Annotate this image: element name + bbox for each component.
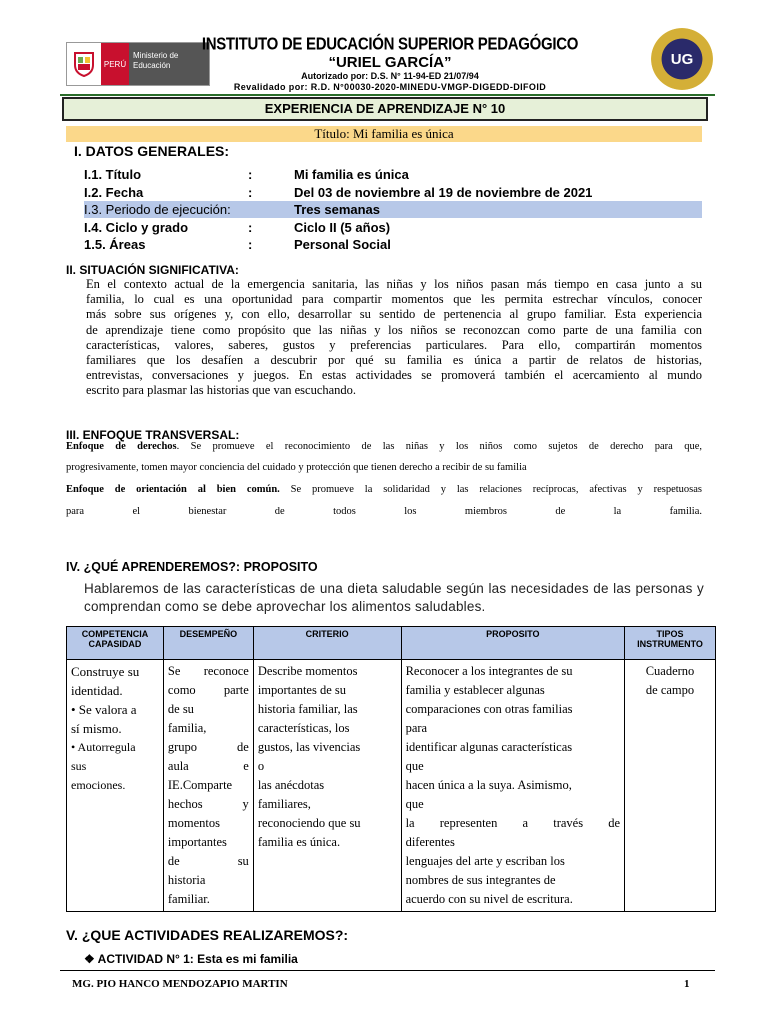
page-number: 1 [684,978,690,990]
revalidation-text: Revalidado por: R.D. N°00030-2020-MINEDU-VMGP-DIGEDD-DIFOID [233,82,547,92]
enfoque-bien-comun: Enfoque de orientación al bien común. Se promueve la solidaridad y las relaciones recíprocas, afectivas y respetuosas [66,484,702,495]
enfoque-derechos: Enfoque de derechos. Se promueve el reconocimiento de las niñas y los niños como sujetos de derecho para que, [66,441,702,452]
cell-desempeno: Se reconoce como parte de su familia, grupo de aula e IE.Comparte hechos y momentos importantes de su historia familiar. [163,660,253,912]
header-competencia: COMPETENCIA CAPASIDAD [67,627,164,660]
ug-seal-icon [651,28,713,90]
table-row [67,660,716,912]
ministry-label: Ministerio de Educación [129,43,209,85]
datos-row-fecha: I.2. Fecha : Del 03 de noviembre al 19 de noviembre de 2021 [84,185,593,200]
header-criterio: CRITERIO [253,627,401,660]
cell-competencia: Construye su identidad. • Se valora a sí mismo. • Autorregula sus emociones. [67,660,164,912]
cell-proposito: Reconocer a los integrantes de su familia y establecer algunas comparaciones con otras familias para identificar algunas características que hacen única a la suya. Asimismo, que la representen a través de diferentes lenguajes del arte y escriban los nombres de sus integrantes de acuerdo con su nivel de escritura. [401,660,624,912]
header-proposito: PROPOSITO [401,627,624,660]
seal-text: UG [670,50,694,68]
title-band: Título: Mi familia es única [66,126,702,142]
section1-heading: I. DATOS GENERALES: [74,143,230,159]
header-desempeno: DESEMPEÑO [163,627,253,660]
footer-divider [60,970,715,971]
section4-heading: IV. ¿QUÉ APRENDEREMOS?: PROPOSITO [66,560,318,574]
institute-title: INSTITUTO DE EDUCACIÓN SUPERIOR PEDAGÓGICO [201,34,579,55]
enfoque-derechos-line2: progresivamente, tomen mayor conciencia del cuidado y protección que tienen derecho a recibir de su familia [66,462,527,473]
authorization-text: Autorizado por: D.S. N° 11-94-ED 21/07/94 [301,71,479,81]
table-header-row [67,627,716,660]
activity-item: ❖ ACTIVIDAD N° 1: Esta es mi familia [84,952,298,966]
header-instrumento: TIPOS INSTRUMENTO [625,627,716,660]
section3-heading: III. ENFOQUE TRANSVERSAL: [66,428,240,442]
coat-of-arms-icon [67,43,101,85]
section2-heading: II. SITUACIÓN SIGNIFICATIVA: [66,263,239,277]
cell-instrumento: Cuaderno de campo [625,660,716,912]
datos-row-titulo: I.1. Título : Mi familia es única [84,167,409,182]
datos-row-ciclo: I.4. Ciclo y grado : Ciclo II (5 años) [84,220,391,235]
header-divider [60,94,715,96]
competency-table [66,626,716,912]
datos-row-areas: 1.5. Áreas : Personal Social [84,237,391,252]
section5-heading: V. ¿QUE ACTIVIDADES REALIZAREMOS?: [66,927,349,943]
experience-title: EXPERIENCIA DE APRENDIZAJE N° 10 [62,97,708,121]
footer-author: MG. PIO HANCO MENDOZAPIO MARTIN [72,978,288,990]
ministry-logo [66,42,210,86]
institute-name: “URIEL GARCÍA” [328,54,452,71]
situacion-paragraph: En el contexto actual de la emergencia sanitaria, las niñas y los niños pasan más tiempo en casa junto a su familia, lo cual es una oportunidad para compartir momentos que les permita estrechar vínculos, conocer más sobre sus orígenes y, con ello, desarrollar su sentido de pertenencia al grupo familiar. Esta experiencia de aprendizaje tiene como propósito que las niñas y los niños se reconozcan como parte de una familia con características, valores, saberes, gustos y preferencias particulares. Para ello, compartirán momentos familiares que los desafíen a descubrir por qué su familia es única a partir de relatos de historias, entrevistas, conversaciones y juegos. En estas actividades se promoverá también el acercamiento al mundo escrito para plasmar las historias que van escuchando. [86,277,702,398]
cell-criterio: Describe momentos importantes de su historia familiar, las características, los gustos, las vivencias o las anécdotas familiares, reconociendo que su familia es única. [253,660,401,912]
proposito-line1: Hablaremos de las características de una dieta saludable según las necesidades de las personas y [84,581,704,596]
proposito-line2: comprendan como se debe aprovechar los alimentos saludables. [84,599,486,614]
peru-label: PERÚ [101,43,129,85]
enfoque-bien-comun-line2: para el bienestar de todos los miembros de la familia. [66,506,702,517]
datos-row-periodo: I.3. Periodo de ejecución: Tres semanas [84,201,702,218]
